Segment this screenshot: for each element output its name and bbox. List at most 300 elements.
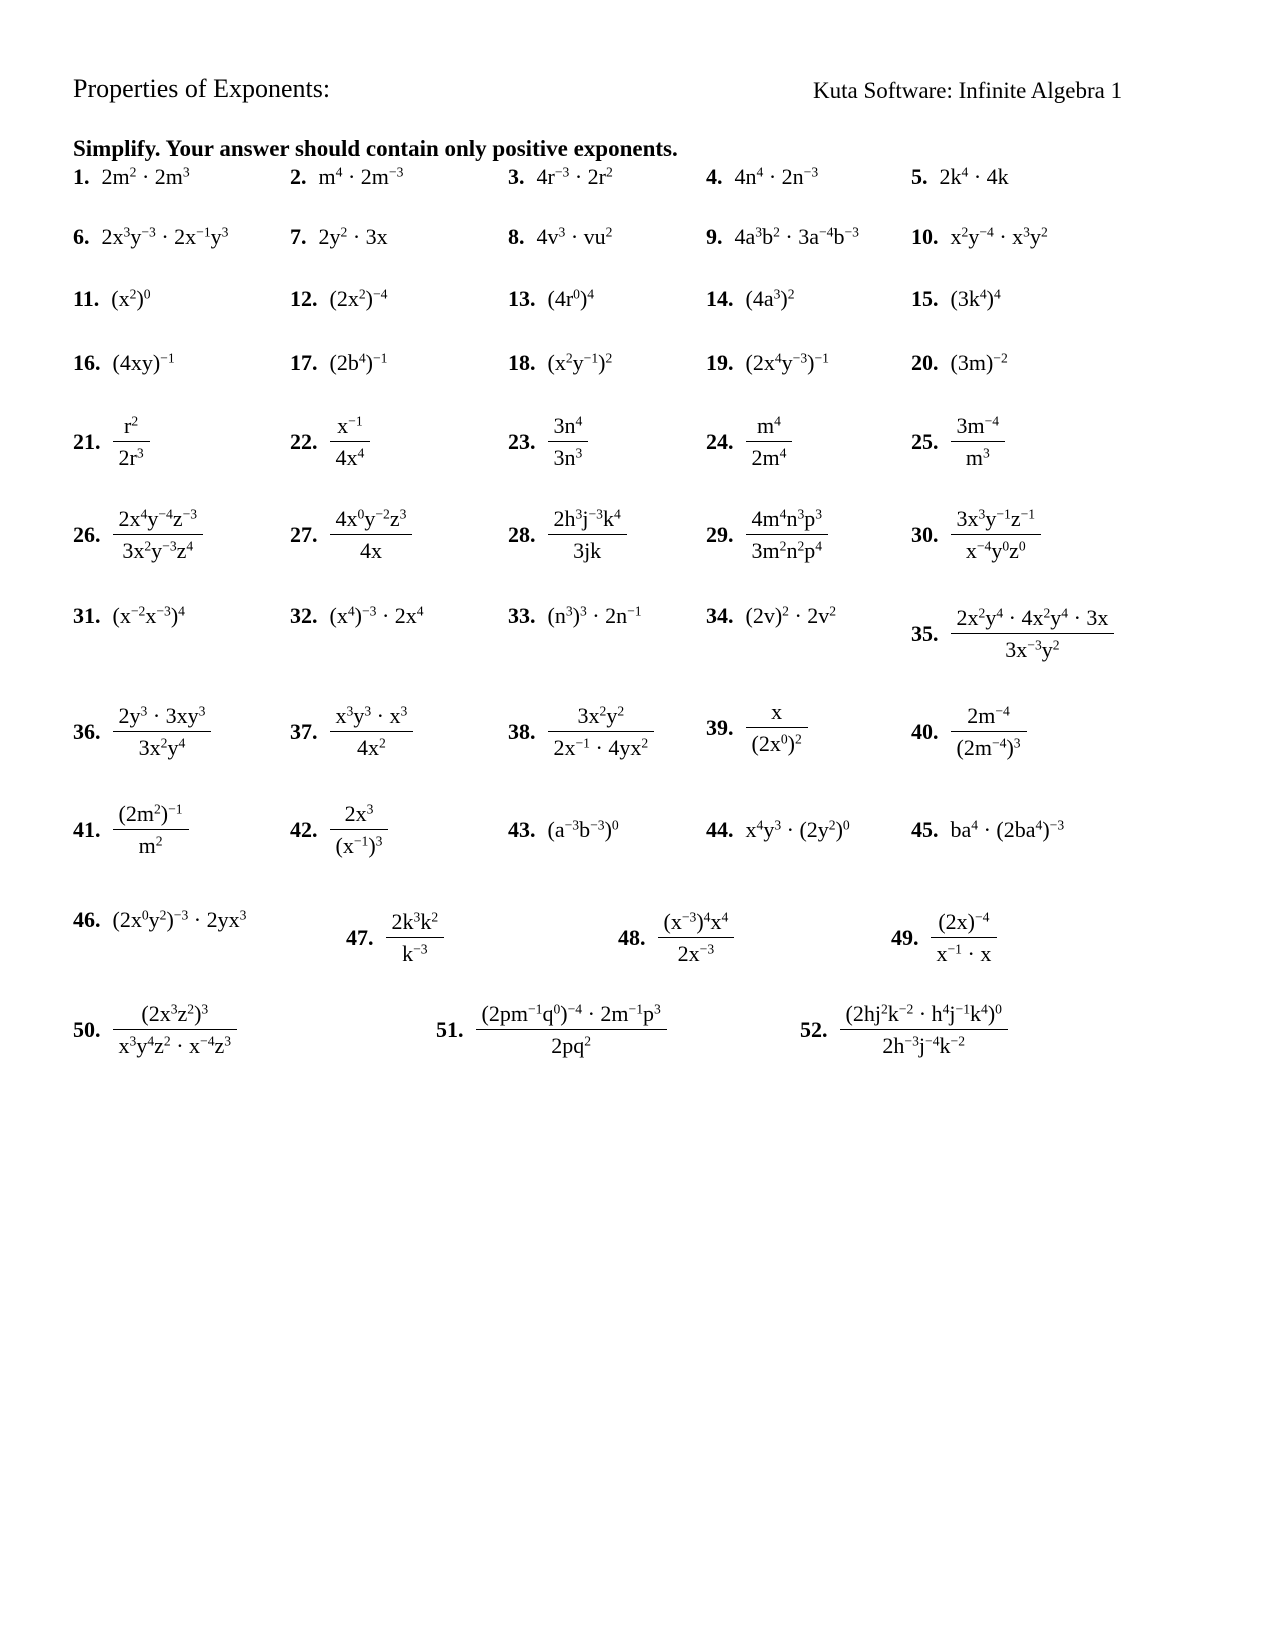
numerator — [339, 801, 380, 829]
term: y — [572, 350, 584, 375]
problem-number: 18. — [508, 350, 536, 375]
exponent: −1 — [348, 413, 363, 429]
term: ) — [780, 286, 788, 311]
numerator — [961, 703, 1016, 731]
denominator — [672, 938, 721, 967]
exponent: −3 — [162, 538, 177, 554]
problem-15 — [911, 286, 1001, 312]
exponent: −4 — [991, 735, 1007, 751]
exponent: 3 — [579, 603, 587, 619]
exponent: 4 — [178, 603, 185, 619]
term: · 2yx — [188, 907, 240, 932]
denominator — [931, 938, 998, 967]
problem-43 — [508, 817, 619, 843]
term: m — [138, 833, 156, 858]
exponent: 2 — [129, 286, 137, 302]
exponent: 3 — [982, 445, 990, 461]
fraction — [951, 605, 1115, 663]
exponent: 2 — [160, 735, 168, 751]
term: 3jk — [573, 538, 602, 563]
fraction — [330, 413, 371, 471]
exponent: 3 — [755, 224, 763, 240]
fraction — [746, 506, 829, 564]
term: (x — [335, 833, 354, 858]
exponent: 0 — [780, 731, 788, 747]
problem-47 — [346, 909, 444, 967]
exponent: −1 — [372, 350, 388, 366]
term: y — [1029, 224, 1041, 249]
term: 4x — [335, 445, 358, 470]
exponent: −4 — [567, 1001, 583, 1017]
term: 4x — [335, 506, 358, 531]
term: x — [745, 817, 757, 842]
problem-27 — [290, 506, 412, 564]
term: · 2x — [376, 603, 417, 628]
term: (2x — [751, 731, 781, 756]
exponent: 3 — [136, 445, 144, 461]
problem-number: 35. — [911, 621, 939, 646]
exponent: 3 — [129, 1033, 137, 1049]
exponent: 3 — [565, 603, 573, 619]
exponent: −1 — [160, 350, 175, 366]
exponent: 3 — [201, 1001, 209, 1017]
problem-number: 10. — [911, 224, 939, 249]
expression — [319, 224, 388, 250]
term: 2y — [318, 224, 341, 249]
expression — [735, 164, 819, 190]
expression — [330, 286, 388, 312]
term: 4x — [359, 538, 382, 563]
exponent: 4 — [815, 538, 823, 554]
term: k — [602, 506, 614, 531]
term: (4a — [745, 286, 774, 311]
exponent: −2 — [950, 1033, 966, 1049]
problem-20 — [911, 350, 1008, 376]
exponent: −1 — [814, 350, 829, 366]
exponent: −1 — [583, 350, 599, 366]
exponent: −3 — [904, 1033, 919, 1049]
term: · 3x — [347, 224, 388, 249]
denominator — [133, 732, 192, 761]
term: ) — [787, 731, 795, 756]
exponent: 2 — [163, 1033, 171, 1049]
term: ) — [986, 286, 994, 311]
denominator — [876, 1030, 971, 1059]
expression — [746, 350, 829, 376]
exponent: 4 — [416, 603, 424, 619]
exponent: 0 — [141, 907, 149, 923]
fraction — [931, 909, 998, 967]
term: r — [124, 413, 132, 438]
term: y — [991, 538, 1003, 563]
expression — [951, 286, 1001, 312]
problem-7 — [290, 224, 388, 250]
term: y — [763, 817, 775, 842]
denominator — [548, 732, 655, 761]
denominator — [545, 1030, 597, 1059]
numerator — [765, 699, 788, 727]
term: z — [1010, 506, 1021, 531]
problem-13 — [508, 286, 594, 312]
exponent: 2 — [358, 286, 366, 302]
page-title: Properties of Exponents: — [73, 74, 331, 103]
term: y — [968, 224, 980, 249]
term: k — [939, 1033, 951, 1058]
term: (2m — [956, 735, 992, 760]
denominator — [354, 535, 388, 564]
numerator — [932, 909, 995, 937]
denominator — [960, 535, 1032, 564]
problem-number: 24. — [706, 429, 734, 454]
denominator — [746, 728, 808, 757]
numerator — [113, 801, 189, 829]
term: (2b — [329, 350, 359, 375]
term: (2pm — [481, 1001, 528, 1026]
denominator — [960, 442, 996, 471]
denominator — [746, 442, 793, 471]
term: 3m — [751, 538, 780, 563]
term: y — [364, 506, 376, 531]
exponent: −3 — [590, 817, 605, 833]
exponent: 4 — [335, 164, 343, 180]
exponent: −3 — [156, 603, 171, 619]
numerator — [330, 703, 414, 731]
exponent: 4 — [779, 506, 787, 522]
term: 2x — [344, 801, 367, 826]
problem-number: 47. — [346, 925, 374, 950]
exponent: 3 — [170, 1001, 178, 1017]
term: j — [918, 1033, 926, 1058]
problem-number: 19. — [706, 350, 734, 375]
term: ) — [696, 909, 704, 934]
exponent: 4 — [347, 603, 355, 619]
term: j — [582, 506, 589, 531]
exponent: 2 — [779, 538, 787, 554]
problem-19 — [706, 350, 829, 376]
exponent: 3 — [366, 801, 374, 817]
term: y — [1041, 637, 1053, 662]
term: 4x — [356, 735, 379, 760]
exponent: −2 — [130, 603, 146, 619]
exponent: 4 — [186, 538, 194, 554]
exponent: 2 — [131, 413, 139, 429]
exponent: 4 — [981, 1001, 988, 1017]
term: · 2r — [569, 164, 606, 189]
problem-number: 31. — [73, 603, 101, 628]
exponent: 3 — [140, 703, 148, 719]
term: k — [887, 1001, 899, 1026]
exponent: −2 — [898, 1001, 914, 1017]
problem-5 — [911, 164, 1009, 190]
term: (x — [329, 603, 348, 628]
exponent: 2 — [978, 605, 986, 621]
problem-number: 8. — [508, 224, 525, 249]
term: · 2m — [136, 164, 183, 189]
term: 2x — [553, 735, 576, 760]
term: y — [167, 735, 179, 760]
exponent: 2 — [605, 224, 613, 240]
problem-51 — [436, 1001, 667, 1059]
term: 2h — [553, 506, 576, 531]
term: 3n — [553, 445, 576, 470]
problem-number: 52. — [800, 1017, 828, 1042]
exponent: −1 — [168, 801, 183, 817]
exponent: 3 — [575, 445, 583, 461]
exponent: 4 — [774, 413, 781, 429]
exponent: 4 — [774, 350, 782, 366]
exponent: 2 — [153, 801, 161, 817]
exponent: 2 — [159, 907, 167, 923]
fraction — [951, 413, 1006, 471]
term: z — [177, 1001, 188, 1026]
term: x — [965, 538, 977, 563]
exponent: 2 — [787, 286, 795, 302]
term: ) — [807, 350, 815, 375]
exponent: 4 — [613, 506, 621, 522]
problem-number: 12. — [290, 286, 318, 311]
term: ) — [835, 817, 843, 842]
expression — [319, 164, 404, 190]
problem-number: 22. — [290, 429, 318, 454]
expression — [111, 286, 150, 312]
expression — [330, 350, 388, 376]
term: (x — [547, 350, 566, 375]
term: m — [965, 445, 983, 470]
exponent: 0 — [143, 286, 151, 302]
problem-number: 7. — [290, 224, 307, 249]
term: ) — [1006, 735, 1014, 760]
exponent: 0 — [573, 286, 580, 302]
term: (4r — [547, 286, 574, 311]
problem-28 — [508, 506, 627, 564]
numerator — [572, 703, 631, 731]
expression — [951, 224, 1048, 250]
term: p — [643, 1001, 655, 1026]
exponent: −1 — [955, 1001, 971, 1017]
problem-number: 46. — [73, 907, 101, 932]
problem-40 — [911, 703, 1027, 761]
term: (2x — [141, 1001, 171, 1026]
term: (2x — [329, 286, 359, 311]
exponent: −3 — [554, 164, 570, 180]
term: 2h — [882, 1033, 905, 1058]
fraction — [113, 801, 189, 859]
exponent: 4 — [979, 286, 987, 302]
problem-number: 29. — [706, 522, 734, 547]
term: · (2ba — [978, 817, 1036, 842]
exponent: 0 — [357, 506, 365, 522]
term: 2m — [751, 445, 780, 470]
term: · 3xy — [147, 703, 199, 728]
exponent: −3 — [803, 164, 819, 180]
numerator — [951, 605, 1115, 633]
expression — [951, 817, 1065, 843]
exponent: 2 — [584, 1033, 592, 1049]
exponent: −3 — [388, 164, 404, 180]
fraction — [658, 909, 735, 967]
term: · 2v — [788, 603, 830, 628]
term: x — [710, 909, 722, 934]
fraction — [951, 703, 1027, 761]
exponent: −4 — [818, 224, 834, 240]
numerator — [840, 1001, 1008, 1029]
expression — [548, 286, 595, 312]
exponent: 2 — [340, 224, 348, 240]
term: (2v) — [745, 603, 783, 628]
problem-number: 17. — [290, 350, 318, 375]
exponent: −4 — [976, 538, 992, 554]
term: y — [210, 224, 222, 249]
term: k — [420, 909, 432, 934]
exponent: −3 — [844, 224, 859, 240]
term: 2pq — [551, 1033, 585, 1058]
term: z — [214, 1033, 225, 1058]
fraction — [113, 506, 204, 564]
exponent: −1 — [575, 735, 590, 751]
exponent: −4 — [372, 286, 388, 302]
denominator — [113, 442, 150, 471]
term: ) — [194, 1001, 202, 1026]
term: x — [936, 941, 948, 966]
term: ) — [365, 286, 373, 311]
expression — [330, 603, 424, 629]
exponent: 2 — [605, 164, 613, 180]
exponent: −1 — [353, 833, 369, 849]
exponent: 3 — [815, 506, 823, 522]
fraction — [113, 703, 212, 761]
problem-number: 40. — [911, 719, 939, 744]
problem-number: 50. — [73, 1017, 101, 1042]
term: j — [949, 1001, 956, 1026]
problem-42 — [290, 801, 388, 859]
term: 3m — [956, 413, 985, 438]
exponent: 4 — [178, 735, 186, 751]
term: ) — [166, 907, 174, 932]
denominator — [351, 732, 392, 761]
exponent: 2 — [1040, 224, 1048, 240]
exponent: −4 — [974, 909, 990, 925]
term: (2x) — [938, 909, 975, 934]
problem-number: 49. — [891, 925, 919, 950]
problem-49 — [891, 909, 997, 967]
problem-number: 13. — [508, 286, 536, 311]
exponent: 2 — [641, 735, 649, 751]
term: 2r — [118, 445, 137, 470]
exponent: 4 — [358, 350, 366, 366]
exponent: 4 — [961, 164, 969, 180]
term: (2hj — [845, 1001, 881, 1026]
numerator — [386, 909, 445, 937]
exponent: 3 — [221, 224, 229, 240]
problem-12 — [290, 286, 387, 312]
term: (2x — [112, 907, 142, 932]
expression — [746, 817, 850, 843]
exponent: 3 — [575, 506, 583, 522]
exponent: 3 — [413, 909, 421, 925]
numerator — [113, 506, 204, 534]
denominator — [116, 535, 199, 564]
problem-3 — [508, 164, 613, 190]
problem-number: 34. — [706, 603, 734, 628]
term: 2m — [967, 703, 996, 728]
problem-number: 20. — [911, 350, 939, 375]
exponent: 2 — [431, 909, 439, 925]
term: ) — [987, 1001, 996, 1026]
term: · 3a — [779, 224, 819, 249]
problem-50 — [73, 1001, 237, 1059]
exponent: 3 — [182, 164, 190, 180]
term: · 3x — [1068, 605, 1109, 630]
numerator — [330, 506, 413, 534]
term: · 2m — [342, 164, 389, 189]
exponent: 3 — [400, 703, 408, 719]
term: (3m) — [950, 350, 994, 375]
exponent: 3 — [774, 817, 782, 833]
term: ) — [604, 817, 612, 842]
term: m — [318, 164, 336, 189]
exponent: 2 — [828, 817, 836, 833]
term: · h — [913, 1001, 943, 1026]
problem-44 — [706, 817, 850, 843]
term: b — [833, 224, 845, 249]
fraction — [548, 703, 655, 761]
numerator — [331, 413, 369, 441]
term: q — [542, 1001, 554, 1026]
problem-8 — [508, 224, 612, 250]
term: (2m — [118, 801, 154, 826]
fraction — [746, 413, 793, 471]
problem-number: 2. — [290, 164, 307, 189]
problem-number: 39. — [706, 715, 734, 740]
numerator — [951, 413, 1006, 441]
term: ) — [572, 603, 580, 628]
term: x — [335, 703, 347, 728]
exponent: 3 — [224, 1033, 232, 1049]
term: · 2m — [582, 1001, 629, 1026]
problem-16 — [73, 350, 175, 376]
term: 4m — [751, 506, 780, 531]
exponent: 4 — [721, 909, 729, 925]
exponent: −4 — [925, 1033, 940, 1049]
problem-number: 41. — [73, 817, 101, 842]
exponent: −4 — [995, 703, 1010, 719]
exponent: 2 — [378, 735, 386, 751]
problem-26 — [73, 506, 203, 564]
exponent: 3 — [239, 907, 247, 923]
problem-41 — [73, 801, 189, 859]
problem-number: 9. — [706, 224, 723, 249]
problem-1 — [73, 164, 190, 190]
exponent: 4 — [756, 164, 764, 180]
term: (x — [663, 909, 682, 934]
publisher-label: Kuta Software: Infinite Algebra 1 — [813, 78, 1123, 103]
exponent: −3 — [182, 506, 198, 522]
term: 3x — [122, 538, 145, 563]
problem-32 — [290, 603, 424, 629]
problem-number: 21. — [73, 429, 101, 454]
exponent: 2 — [797, 538, 805, 554]
term: y — [151, 538, 163, 563]
fraction — [951, 506, 1042, 564]
exponent: 2 — [1043, 605, 1051, 621]
problem-23 — [508, 413, 588, 471]
exponent: 2 — [794, 731, 802, 747]
term: 3x — [138, 735, 161, 760]
term: 2k — [391, 909, 414, 934]
term: y — [985, 506, 997, 531]
exponent: 3 — [1023, 224, 1030, 240]
problem-24 — [706, 413, 792, 471]
